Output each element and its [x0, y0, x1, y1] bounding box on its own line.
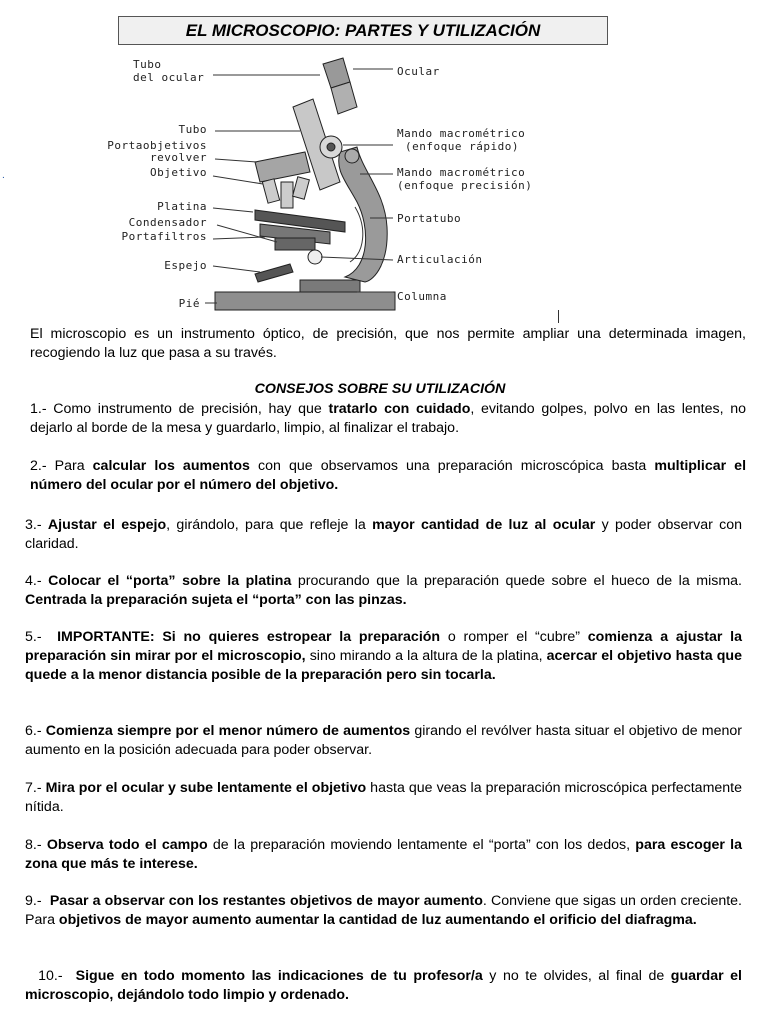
tip-number: 5.- — [25, 629, 58, 645]
tip-bold-text: Centrada la preparación sujeta el “porta” con las pinzas. — [25, 592, 407, 608]
tip-2 — [30, 457, 746, 495]
tip-4 — [25, 572, 742, 610]
label-ocular: Ocular — [397, 65, 440, 78]
tip-text: Como instrumento de precisión, hay que — [53, 401, 329, 417]
tip-number: 7.- — [25, 780, 46, 796]
label-columna: Columna — [397, 290, 447, 303]
label-articulacion: Articulación — [397, 253, 483, 266]
tip-text: , girándolo, para que refleje la — [166, 517, 373, 533]
tip-bold-text: mayor cantidad de luz al ocular — [372, 517, 596, 533]
tip-bold-text: comienza a ajustar la preparación sin mirar por el microscopio, — [25, 629, 742, 664]
label-portaobjetivos: Portaobjetivos — [107, 139, 207, 152]
tip-number: 2.- — [30, 458, 55, 474]
label-mando-macro-rapido-2: (enfoque rápido) — [405, 140, 519, 153]
tip-text: y no te olvides, al final de — [482, 968, 671, 984]
label-revolver: revolver — [150, 151, 207, 164]
tip-1 — [30, 400, 746, 438]
tip-bold-text: Pasar a observar con los restantes objetivos de mayor aumento — [49, 893, 483, 909]
label-mando-macro-precision-2: (enfoque precisión) — [397, 179, 533, 192]
tip-6 — [25, 722, 742, 760]
label-platina: Platina — [157, 200, 207, 213]
tip-number: 4.- — [25, 573, 49, 589]
tip-bold-text: Mira por el ocular y sube lentamente el objetivo — [45, 780, 367, 796]
label-pie: Pié — [178, 297, 200, 310]
label-tubo-del-ocular-1: Tubo — [133, 58, 162, 71]
label-portafiltros: Portafiltros — [121, 230, 207, 243]
tip-text: con que observamos una preparación microscópica basta — [249, 458, 655, 474]
tip-number: 3.- — [25, 517, 48, 533]
label-condensador: Condensador — [128, 216, 207, 229]
tip-bold-text: objetivos de mayor aumento aumentar la cantidad de luz aumentando el orificio del diafragma. — [58, 912, 697, 928]
microscope-illustration — [215, 58, 395, 310]
tip-10 — [25, 967, 746, 1005]
tip-5 — [25, 628, 742, 685]
tip-bold-text: calcular los aumentos — [92, 458, 250, 474]
tip-number: 6.- — [25, 723, 46, 739]
tip-7 — [25, 779, 742, 817]
tip-text: Para — [54, 458, 93, 474]
label-objetivo: Objetivo — [150, 166, 207, 179]
tip-bold-text: Observa todo el campo — [46, 837, 208, 853]
label-espejo: Espejo — [164, 259, 207, 272]
tip-number: 10.- — [25, 968, 76, 984]
label-mando-macro-precision-1: Mando macrométrico — [397, 166, 526, 179]
tip-number: 1.- — [30, 401, 54, 417]
microscope-diagram — [95, 52, 565, 317]
intro-paragraph: El microscopio es un instrumento óptico, de precisión, que nos permite ampliar una determinada imagen, recogiendo la luz que pasa a su través. — [30, 326, 746, 361]
tip-bold-text: para escoger la zona que más te interese. — [25, 837, 742, 872]
tip-text: sino mirando a la altura de la platina, — [305, 648, 547, 664]
label-portatubo: Portatubo — [397, 212, 462, 225]
tip-number: 8.- — [25, 837, 47, 853]
stray-dot: . — [2, 170, 5, 181]
tip-bold-text: multiplicar el número del ocular por el número del objetivo. — [30, 458, 747, 493]
tip-8 — [25, 836, 742, 874]
tip-text: o romper el “cubre” — [440, 629, 588, 645]
tip-text: de la preparación moviendo lentamente el “porta” con los dedos, — [207, 837, 636, 853]
tip-text: y poder observar con claridad. — [25, 517, 743, 552]
label-tubo-del-ocular-2: del ocular — [133, 71, 205, 84]
page-title: EL MICROSCOPIO: PARTES Y UTILIZACIÓN — [118, 16, 608, 45]
tip-bold-text: acercar el objetivo hasta que quede a la menor distancia posible de la preparación pero sin tocarla. — [25, 648, 742, 683]
tip-bold-text: tratarlo con cuidado — [328, 401, 471, 417]
stray-mark — [558, 310, 559, 323]
tip-bold-text: Ajustar el espejo — [47, 517, 167, 533]
tip-text: hasta que veas la preparación microscópica perfectamente nítida. — [25, 780, 743, 815]
tip-number: 9.- — [25, 893, 50, 909]
tip-text: procurando que la preparación quede sobre el hueco de la misma. — [291, 573, 742, 589]
tip-9 — [25, 892, 742, 930]
tip-text: girando el revólver hasta situar el objetivo de menor aumento en la posición adecuada para poder observar. — [25, 723, 743, 758]
tip-3 — [25, 516, 742, 554]
tip-bold-text: Sigue en todo momento las indicaciones de tu profesor/a — [75, 968, 483, 984]
tip-text: . Conviene que sigas un orden creciente. Para — [25, 893, 743, 928]
tip-bold-text: Colocar el “porta” sobre la platina — [48, 573, 292, 589]
label-mando-macro-rapido-1: Mando macrométrico — [397, 127, 526, 140]
tip-bold-text: IMPORTANTE: Si no quieres estropear la preparación — [57, 629, 441, 645]
tip-bold-text: Comienza siempre por el menor número de aumentos — [45, 723, 411, 739]
tip-text: , evitando golpes, polvo en las lentes, no dejarlo al borde de la mesa y guardarlo, limpio, al finalizar el trabajo. — [30, 401, 747, 436]
tips-heading: CONSEJOS SOBRE SU UTILIZACIÓN — [254, 381, 506, 397]
tip-bold-text: guardar el microscopio, dejándolo todo limpio y ordenado. — [25, 968, 746, 1003]
label-tubo: Tubo — [178, 123, 207, 136]
